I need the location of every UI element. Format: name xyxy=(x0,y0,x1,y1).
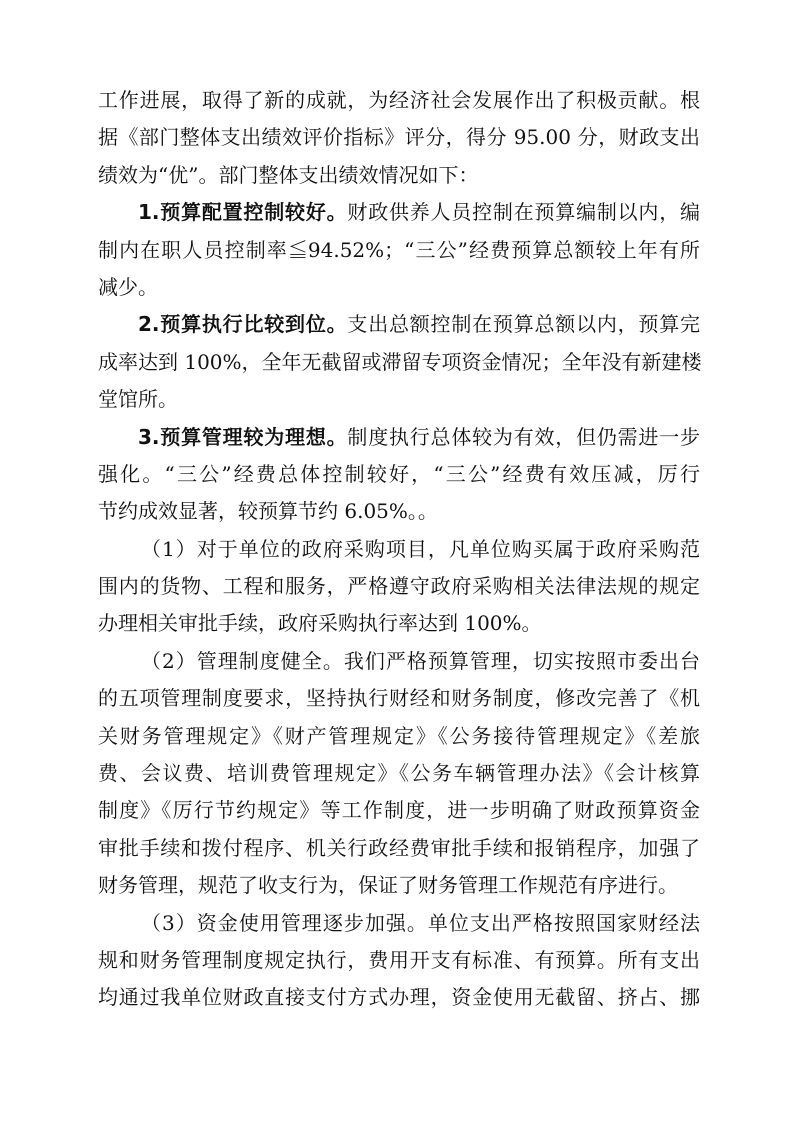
paragraph-line xyxy=(98,419,700,456)
text-run: 制度执行总体较为有效，但仍需进一步 xyxy=(347,424,701,449)
paragraph-line xyxy=(98,718,700,755)
paragraph-line xyxy=(98,605,700,642)
text-run: 堂馆所。 xyxy=(98,387,178,412)
text-run: 审批手续和拨付程序、机关行政经费审批手续和报销程序，加强了 xyxy=(98,835,700,860)
text-run: 成率达到 100%，全年无截留或滞留专项资金情况；全年没有新建楼 xyxy=(98,349,702,374)
text-run: 的五项管理制度要求，坚持执行财经和财务制度，修改完善了《机 xyxy=(98,686,700,711)
text-run: 据《部门整体支出绩效评价指标》评分，得分 95.00 分，财政支出 xyxy=(98,125,700,150)
text-run: 围内的货物、工程和服务，严格遵守政府采购相关法律法规的规定 xyxy=(98,574,700,599)
paragraph-line xyxy=(98,830,700,867)
text-run: 强化。“三公”经费总体控制较好，“三公”经费有效压减，厉行 xyxy=(98,461,700,486)
text-run: 财政供养人员控制在预算编制以内，编 xyxy=(347,200,701,225)
paragraph-line xyxy=(98,82,700,119)
paragraph-line xyxy=(98,792,700,829)
paragraph-line xyxy=(98,568,700,605)
paragraph-line xyxy=(98,306,700,343)
paragraph-line xyxy=(98,531,700,568)
text-run: 均通过我单位财政直接支付方式办理，资金使用无截留、挤占、挪 xyxy=(98,985,700,1010)
paragraph-line xyxy=(98,942,700,979)
document-body xyxy=(98,82,700,1017)
paragraph-line xyxy=(98,381,700,418)
paragraph-line xyxy=(98,157,700,194)
paragraph-line xyxy=(98,493,700,530)
text-run: 关财务管理规定》《财产管理规定》《公务接待管理规定》《差旅 xyxy=(98,723,700,748)
paragraph-line xyxy=(98,194,700,231)
text-run: 工作进展，取得了新的成就，为经济社会发展作出了积极贡献。根 xyxy=(98,88,700,112)
item-heading-2: 2.预算执行比较到位。 xyxy=(138,312,348,337)
paragraph-line xyxy=(98,867,700,904)
paragraph-line xyxy=(98,979,700,1016)
text-run: （3）资金使用管理逐步加强。单位支出严格按照国家财经法 xyxy=(141,910,700,935)
paragraph-line xyxy=(98,269,700,306)
text-run: 绩效为“优”。部门整体支出绩效情况如下： xyxy=(98,162,479,187)
item-heading-1: 1.预算配置控制较好。 xyxy=(138,200,348,225)
paragraph-line xyxy=(98,119,700,156)
paragraph-line xyxy=(98,344,700,381)
text-run: 制度》《厉行节约规定》等工作制度，进一步明确了财政预算资金 xyxy=(98,798,700,823)
text-run: （1）对于单位的政府采购项目，凡单位购买属于政府采购范 xyxy=(141,536,700,561)
text-run: 财务管理，规范了收支行为，保证了财务管理工作规范有序进行。 xyxy=(98,873,678,898)
text-run: 制内在职人员控制率≦94.52%；“三公”经费预算总额较上年有所 xyxy=(98,237,700,262)
paragraph-line xyxy=(98,643,700,680)
text-run: 节约成效显著，较预算节约 6.05%。。 xyxy=(98,499,438,524)
text-run: 办理相关审批手续，政府采购执行率达到 100%。 xyxy=(98,611,542,636)
text-run: （2）管理制度健全。我们严格预算管理，切实按照市委出台 xyxy=(141,648,700,673)
paragraph-line xyxy=(98,905,700,942)
item-heading-3: 3.预算管理较为理想。 xyxy=(138,424,348,449)
text-run: 规和财务管理制度规定执行，费用开支有标准、有预算。所有支出 xyxy=(98,947,700,972)
text-run: 费、会议费、培训费管理规定》《公务车辆管理办法》《会计核算 xyxy=(98,761,700,786)
paragraph-line xyxy=(98,456,700,493)
paragraph-line xyxy=(98,232,700,269)
paragraph-line xyxy=(98,755,700,792)
paragraph-line xyxy=(98,680,700,717)
text-run: 支出总额控制在预算总额以内，预算完 xyxy=(347,312,701,337)
text-run: 减少。 xyxy=(98,274,158,299)
